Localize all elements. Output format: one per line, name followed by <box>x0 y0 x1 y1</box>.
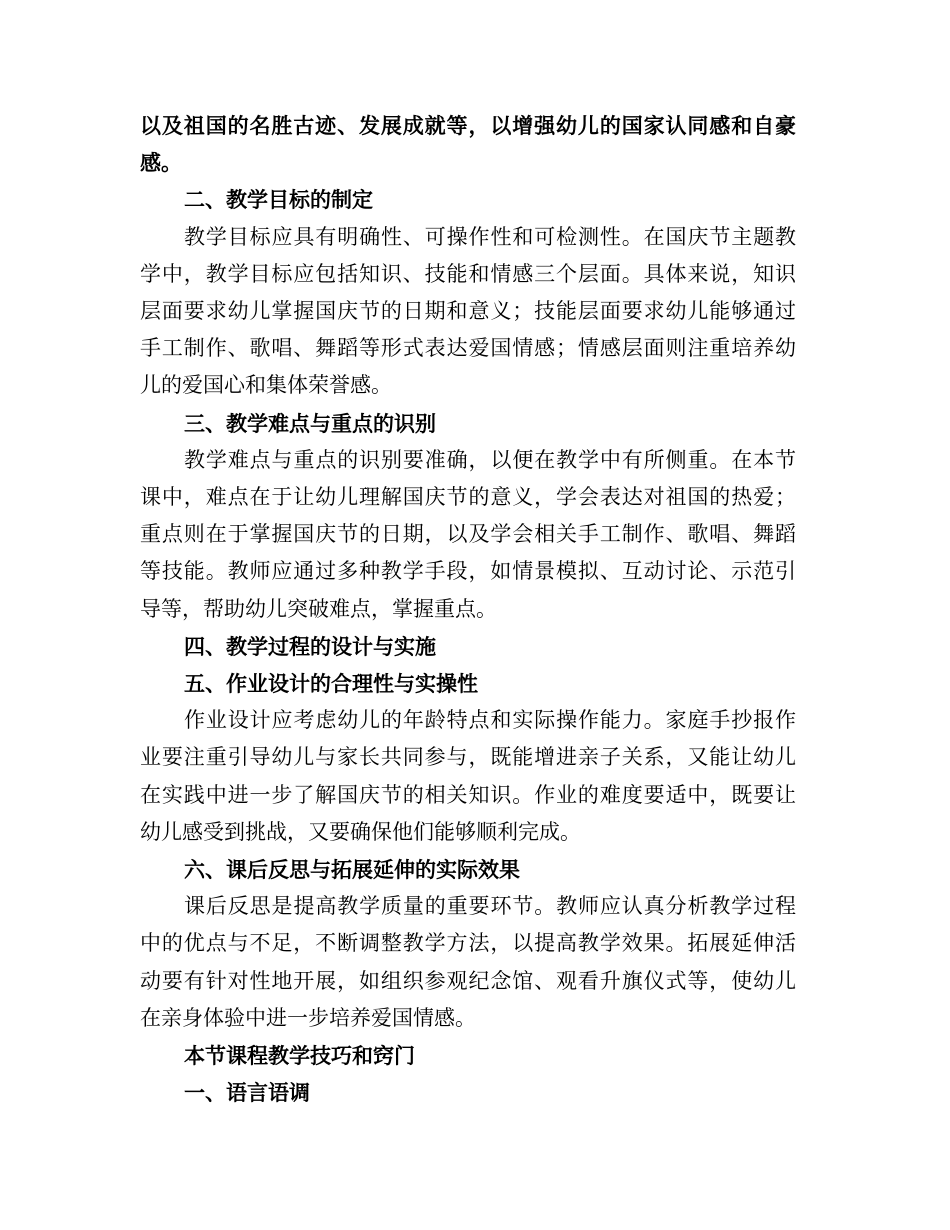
paragraph-line: 业要注重引导幼儿与家长共同参与，既能增进亲子关系，又能让幼儿 <box>140 745 796 770</box>
paragraph-line: 教学目标应具有明确性、可操作性和可检测性。在国庆节主题教 <box>184 224 796 249</box>
section-heading: 五、作业设计的合理性与实操性 <box>184 671 478 697</box>
document-page <box>140 107 796 1111</box>
paragraph-line: 学中，教学目标应包括知识、技能和情感三个层面。具体来说，知识 <box>140 261 796 286</box>
section-heading: 六、课后反思与拓展延伸的实际效果 <box>184 857 520 883</box>
paragraph-line: 重点则在于掌握国庆节的日期，以及学会相关手工制作、歌唱、舞蹈 <box>140 522 796 547</box>
paragraph-line: 动要有针对性地开展，如组织参观纪念馆、观看升旗仪式等，使幼儿 <box>140 968 796 993</box>
paragraph-line: 教学难点与重点的识别要准确，以便在教学中有所侧重。在本节 <box>184 447 796 472</box>
paragraph-line: 课中，难点在于让幼儿理解国庆节的意义，学会表达对祖国的热爱； <box>140 485 796 510</box>
paragraph-line: 作业设计应考虑幼儿的年龄特点和实际操作能力。家庭手抄报作 <box>184 708 796 733</box>
section-heading: 三、教学难点与重点的识别 <box>184 410 436 436</box>
paragraph-line: 手工制作、歌唱、舞蹈等形式表达爱国情感；情感层面则注重培养幼 <box>140 336 796 361</box>
paragraph-line: 儿的爱国心和集体荣誉感。 <box>140 373 392 398</box>
paragraph-line: 层面要求幼儿掌握国庆节的日期和意义；技能层面要求幼儿能够通过 <box>140 299 796 324</box>
section-heading: 四、教学过程的设计与实施 <box>184 633 436 659</box>
paragraph-line: 幼儿感受到挑战，又要确保他们能够顺利完成。 <box>140 819 581 844</box>
paragraph-line: 感。 <box>140 150 182 176</box>
paragraph-line: 在实践中进一步了解国庆节的相关知识。作业的难度要适中，既要让 <box>140 782 796 807</box>
paragraph-line: 课后反思是提高教学质量的重要环节。教师应认真分析教学过程 <box>184 894 796 919</box>
section-heading: 一、语言语调 <box>184 1080 310 1106</box>
paragraph-line: 以及祖国的名胜古迹、发展成就等，以增强幼儿的国家认同感和自豪 <box>140 113 796 138</box>
paragraph-line: 等技能。教师应通过多种教学手段，如情景模拟、互动讨论、示范引 <box>140 559 796 584</box>
paragraph-line: 导等，帮助幼儿突破难点，掌握重点。 <box>140 596 497 621</box>
paragraph-line: 中的优点与不足，不断调整教学方法，以提高教学效果。拓展延伸活 <box>140 931 796 956</box>
section-heading: 二、教学目标的制定 <box>184 187 373 213</box>
paragraph-line: 在亲身体验中进一步培养爱国情感。 <box>140 1005 476 1030</box>
section-heading: 本节课程教学技巧和窍门 <box>184 1043 415 1069</box>
